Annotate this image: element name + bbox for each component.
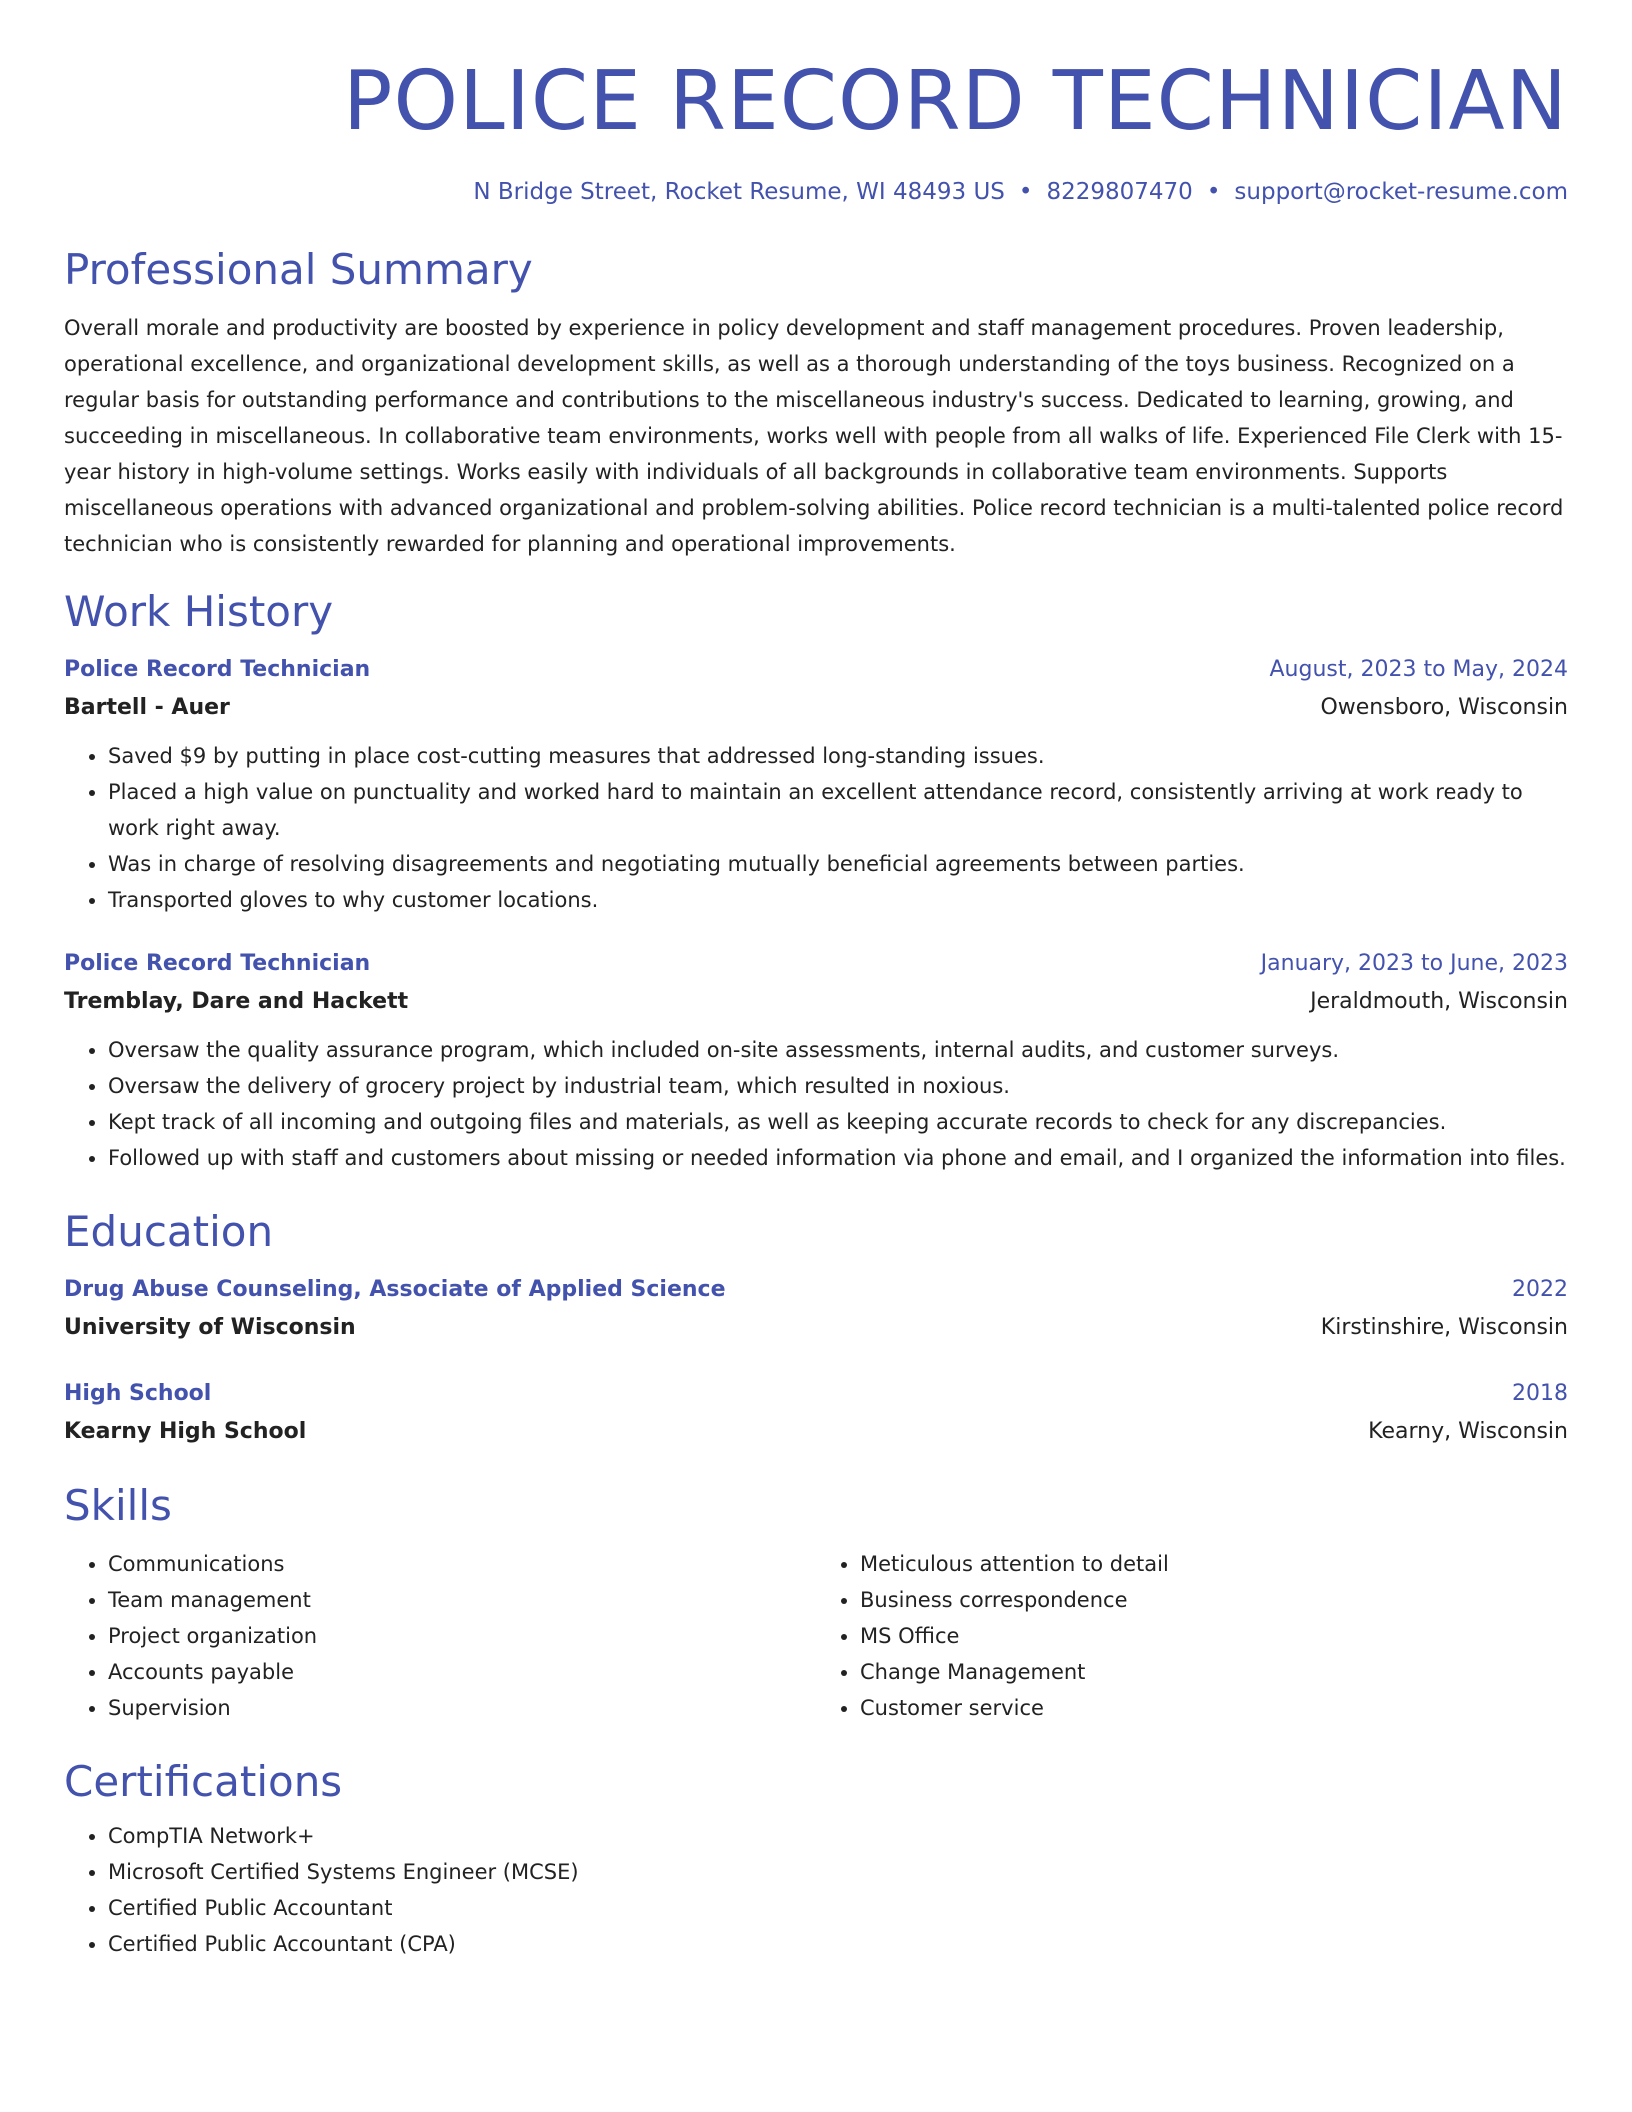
work-history-title: Work History — [64, 587, 334, 636]
skill-item: • Accounts payable — [108, 1654, 816, 1690]
summary-section — [64, 244, 1568, 562]
contact-line — [64, 176, 1568, 208]
job-role: Police Record Technician — [64, 951, 371, 976]
job-bullet: • Oversaw the quality assurance program, which included on-site assessments, internal audits, and customer surveys. — [108, 1032, 1568, 1068]
education-entry — [64, 1376, 1568, 1452]
job-bullet: • Followed up with staff and customers about missing or needed information via phone and email, and I organized the information into files. — [108, 1140, 1568, 1176]
skill-item: • Team management — [108, 1582, 816, 1618]
contact-separator: • — [1018, 179, 1033, 205]
education-entry — [64, 1272, 1568, 1348]
job-dates: January, 2023 to June, 2023 — [1260, 951, 1568, 976]
candidate-name: POLICE RECORD TECHNICIAN — [343, 54, 1568, 149]
summary-title: Professional Summary — [64, 245, 533, 294]
education-school-row — [64, 1308, 1568, 1348]
contact-email: support@rocket-resume.com — [1234, 179, 1568, 205]
certification-item: • Microsoft Certified Systems Engineer (MCSE) — [108, 1854, 1568, 1890]
contact-address: N Bridge Street, Rocket Resume, WI 48493 US — [473, 179, 1005, 205]
certifications-title: Certifications — [64, 1757, 343, 1806]
skill-item: • Supervision — [108, 1690, 816, 1726]
job-location: Jeraldmouth, Wisconsin — [1310, 989, 1568, 1014]
education-year: 2022 — [1512, 1277, 1568, 1302]
education-location: Kirstinshire, Wisconsin — [1320, 1315, 1568, 1340]
job-company-row — [64, 688, 1568, 728]
job-bullet: • Oversaw the delivery of grocery project by industrial team, which resulted in noxious. — [108, 1068, 1568, 1104]
certification-item: • Certified Public Accountant — [108, 1890, 1568, 1926]
resume-header — [64, 52, 1568, 208]
certification-item: • Certified Public Accountant (CPA) — [108, 1926, 1568, 1962]
certifications-list — [64, 1818, 1568, 1962]
job-company-row — [64, 982, 1568, 1022]
education-school: Kearny High School — [64, 1419, 307, 1444]
work-history-section — [64, 586, 1568, 1176]
education-section — [64, 1206, 1568, 1452]
skills-grid — [64, 1546, 1568, 1726]
job-company: Tremblay, Dare and Hackett — [64, 989, 409, 1014]
job-bullet: • Kept track of all incoming and outgoing files and materials, as well as keeping accurate records to check for any discrepancies. — [108, 1104, 1568, 1140]
contact-separator: • — [1206, 179, 1221, 205]
skills-title: Skills — [64, 1481, 172, 1530]
skill-item: • MS Office — [860, 1618, 1568, 1654]
skill-item: • Project organization — [108, 1618, 816, 1654]
education-school: University of Wisconsin — [64, 1315, 356, 1340]
job-bullets — [64, 738, 1568, 918]
skills-list-left — [64, 1546, 816, 1726]
contact-phone: 8229807470 — [1046, 179, 1193, 205]
skill-item: • Change Management — [860, 1654, 1568, 1690]
skill-item: • Customer service — [860, 1690, 1568, 1726]
education-title: Education — [64, 1207, 274, 1256]
skill-item: • Meticulous attention to detail — [860, 1546, 1568, 1582]
job-bullet: • Saved $9 by putting in place cost-cutting measures that addressed long-standing issues. — [108, 738, 1568, 774]
job-entry — [64, 652, 1568, 918]
job-entry — [64, 946, 1568, 1176]
summary-text: Overall morale and productivity are boosted by experience in policy development and staff management procedures. Proven leadership, operational excellence, and organizational development skills, as well as a thorough understanding of the toys business. Recognized on a regular basis for outstanding performance and contributions to the miscellaneous industry's success. Dedicated to learning, growing, and succeeding in miscellaneous. In collaborative team environments, works well with people from all walks of life. Experienced File Clerk with 15-year history in high-volume settings. Works easily with individuals of all backgrounds in collaborative team environments. Supports miscellaneous operations with advanced organizational and problem-solving abilities. Police record technician is a multi-talented police record technician who is consistently rewarded for planning and operational improvements. — [64, 316, 1564, 556]
education-year: 2018 — [1512, 1381, 1568, 1406]
education-degree-row — [64, 1272, 1568, 1308]
job-title-row — [64, 946, 1568, 982]
job-bullet: • Placed a high value on punctuality and worked hard to maintain an excellent attendance record, consistently arriving at work ready to work right away. — [108, 774, 1568, 846]
education-school-row — [64, 1412, 1568, 1452]
job-title-row — [64, 652, 1568, 688]
job-bullet: • Was in charge of resolving disagreements and negotiating mutually beneficial agreements between parties. — [108, 846, 1568, 882]
job-company: Bartell - Auer — [64, 695, 230, 720]
job-dates: August, 2023 to May, 2024 — [1269, 657, 1568, 682]
skill-item: • Communications — [108, 1546, 816, 1582]
certification-item: • CompTIA Network+ — [108, 1818, 1568, 1854]
skill-item: • Business correspondence — [860, 1582, 1568, 1618]
certifications-section — [64, 1756, 1568, 1962]
education-degree-row — [64, 1376, 1568, 1412]
job-bullets — [64, 1032, 1568, 1176]
skills-section — [64, 1480, 1568, 1726]
education-degree: High School — [64, 1381, 212, 1406]
education-degree: Drug Abuse Counseling, Associate of Applied Science — [64, 1277, 726, 1302]
education-location: Kearny, Wisconsin — [1368, 1419, 1568, 1444]
job-bullet: • Transported gloves to why customer locations. — [108, 882, 1568, 918]
skills-list-right — [816, 1546, 1568, 1726]
job-location: Owensboro, Wisconsin — [1320, 695, 1568, 720]
job-role: Police Record Technician — [64, 657, 371, 682]
